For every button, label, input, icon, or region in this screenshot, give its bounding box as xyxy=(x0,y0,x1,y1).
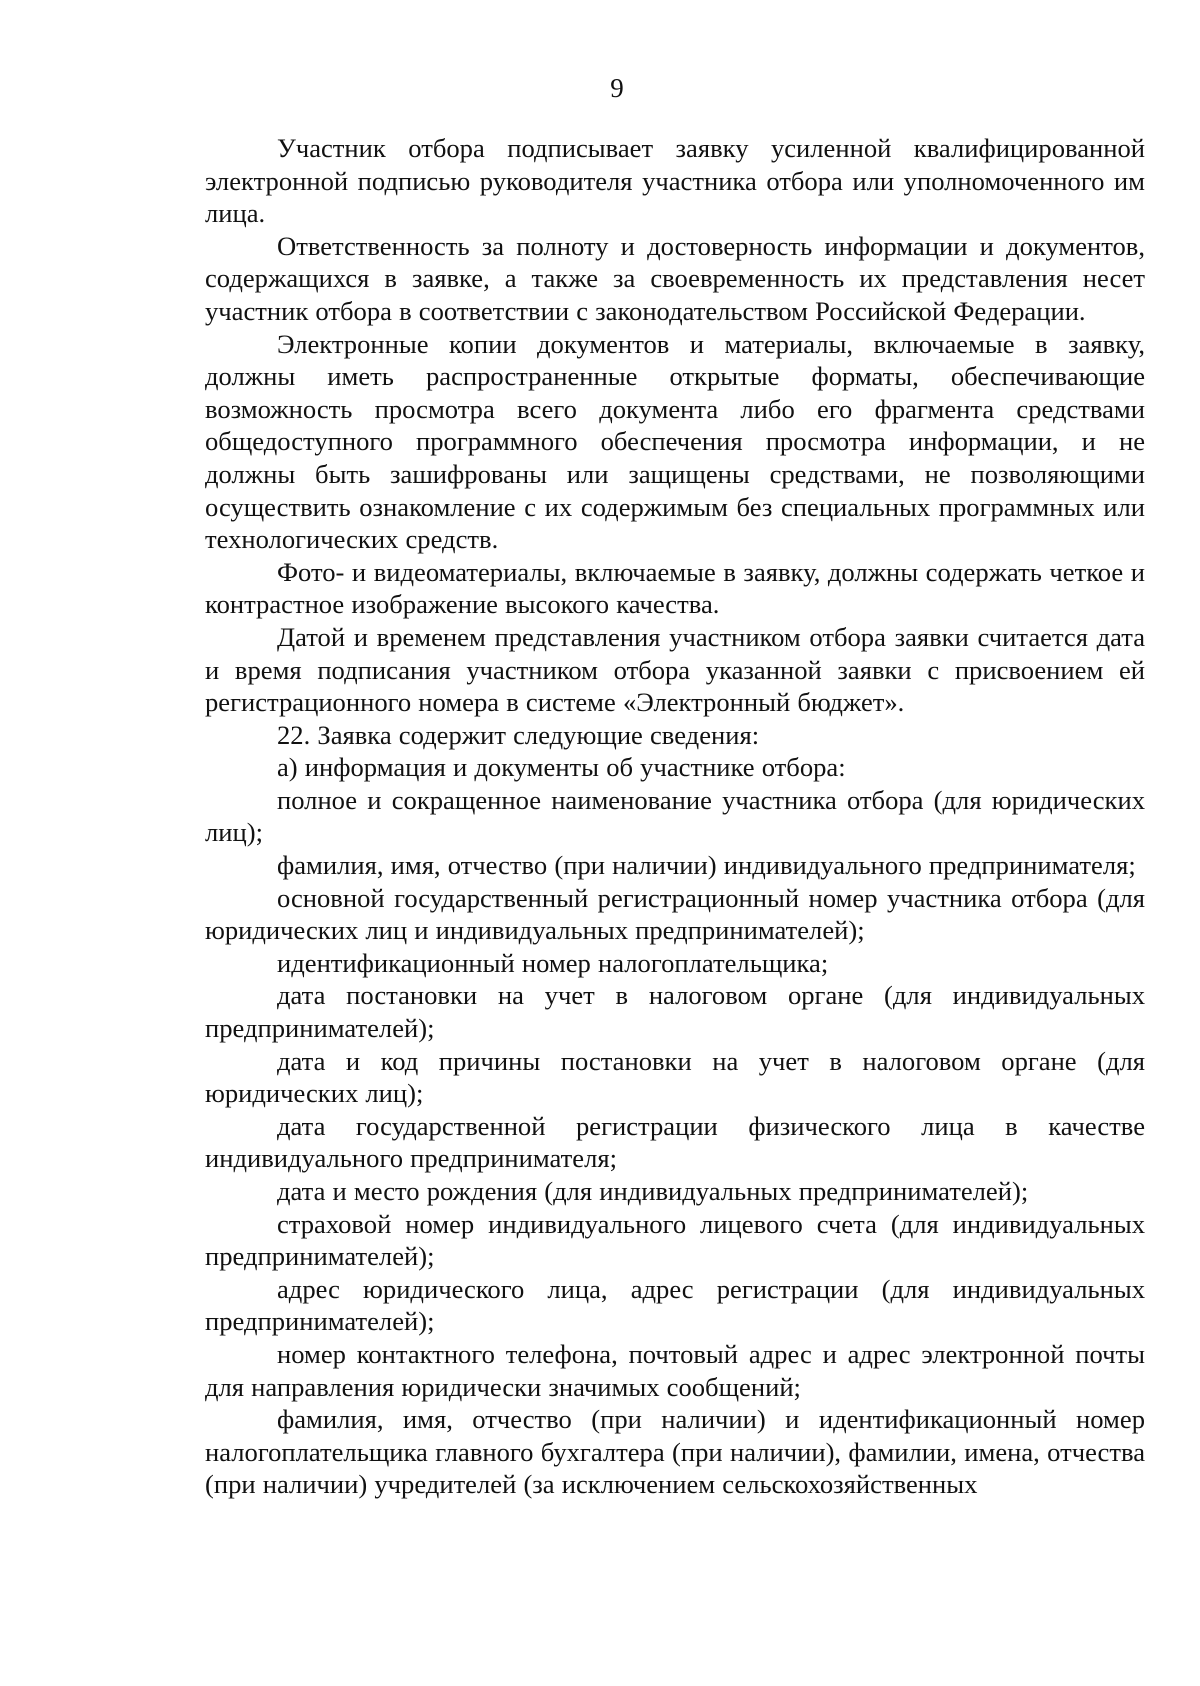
list-item-kpp: дата и код причины постановки на учет в налоговом органе (для юридических лиц); xyxy=(205,1045,1145,1109)
list-item-inn: идентификационный номер налогоплательщика; xyxy=(277,947,829,978)
list-item-ogrn: основной государственный регистрационный номер участника отбора (для юридических лиц и индивидуальных предпринимателей); xyxy=(205,882,1145,946)
paragraph-photo-video: Фото- и видеоматериалы, включаемые в заявку, должны содержать четкое и контрастное изображение высокого качества. xyxy=(205,556,1145,620)
list-item-state-registration-date: дата государственной регистрации физического лица в качестве индивидуального предпринимателя; xyxy=(205,1110,1145,1174)
list-item-snils: страховой номер индивидуального лицевого счета (для индивидуальных предпринимателей); xyxy=(205,1208,1145,1272)
paragraph-electronic-copies: Электронные копии документов и материалы, включаемые в заявку, должны иметь распространенные открытые форматы, обеспечивающие возможность просмотра всего документа либо его фрагмента средствами общедоступного программного обеспечения просмотра информации, и не должны быть зашифрованы или защищены средствами, не позволяющими осуществить ознакомление с их содержимым без специальных программных или технологических средств. xyxy=(205,328,1145,555)
list-item-tax-registration-date: дата постановки на учет в налоговом органе (для индивидуальных предпринимателей); xyxy=(205,980,1145,1044)
paragraph-subitem-a: а) информация и документы об участнике отбора: xyxy=(277,752,846,783)
list-item-entrepreneur-name: фамилия, имя, отчество (при наличии) индивидуального предпринимателя; xyxy=(277,850,1136,881)
paragraph-signature: Участник отбора подписывает заявку усиленной квалифицированной электронной подписью руководителя участника отбора или уполномоченного им лица. xyxy=(205,133,1145,229)
list-item-chief-accountant: фамилия, имя, отчество (при наличии) и идентификационный номер налогоплательщика главного бухгалтера (при наличии), фамилии, имена, отчества (при наличии) учредителей (за исключением сельскохозяйственных xyxy=(205,1404,1145,1500)
list-item-birth-date-place: дата и место рождения (для индивидуальных предпринимателей); xyxy=(277,1176,1029,1206)
document-body xyxy=(205,132,1145,1501)
page-number: 9 xyxy=(610,73,624,103)
paragraph-responsibility: Ответственность за полноту и достоверность информации и документов, содержащихся в заявке, а также за своевременность их представления несет участник отбора в соответствии с законодательством Российской Федерации. xyxy=(205,230,1145,326)
paragraph-item-22: 22. Заявка содержит следующие сведения: xyxy=(277,719,760,750)
list-item-contacts: номер контактного телефона, почтовый адрес и адрес электронной почты для направления юридически значимых сообщений; xyxy=(205,1338,1145,1402)
paragraph-submission-date: Датой и временем представления участником отбора заявки считается дата и время подписания участником отбора указанной заявки с присвоением ей регистрационного номера в системе «Электронный бюджет». xyxy=(205,621,1145,718)
list-item-full-name: полное и сокращенное наименование участника отбора (для юридических лиц); xyxy=(205,784,1145,848)
list-item-address: адрес юридического лица, адрес регистрации (для индивидуальных предпринимателей); xyxy=(205,1273,1145,1337)
